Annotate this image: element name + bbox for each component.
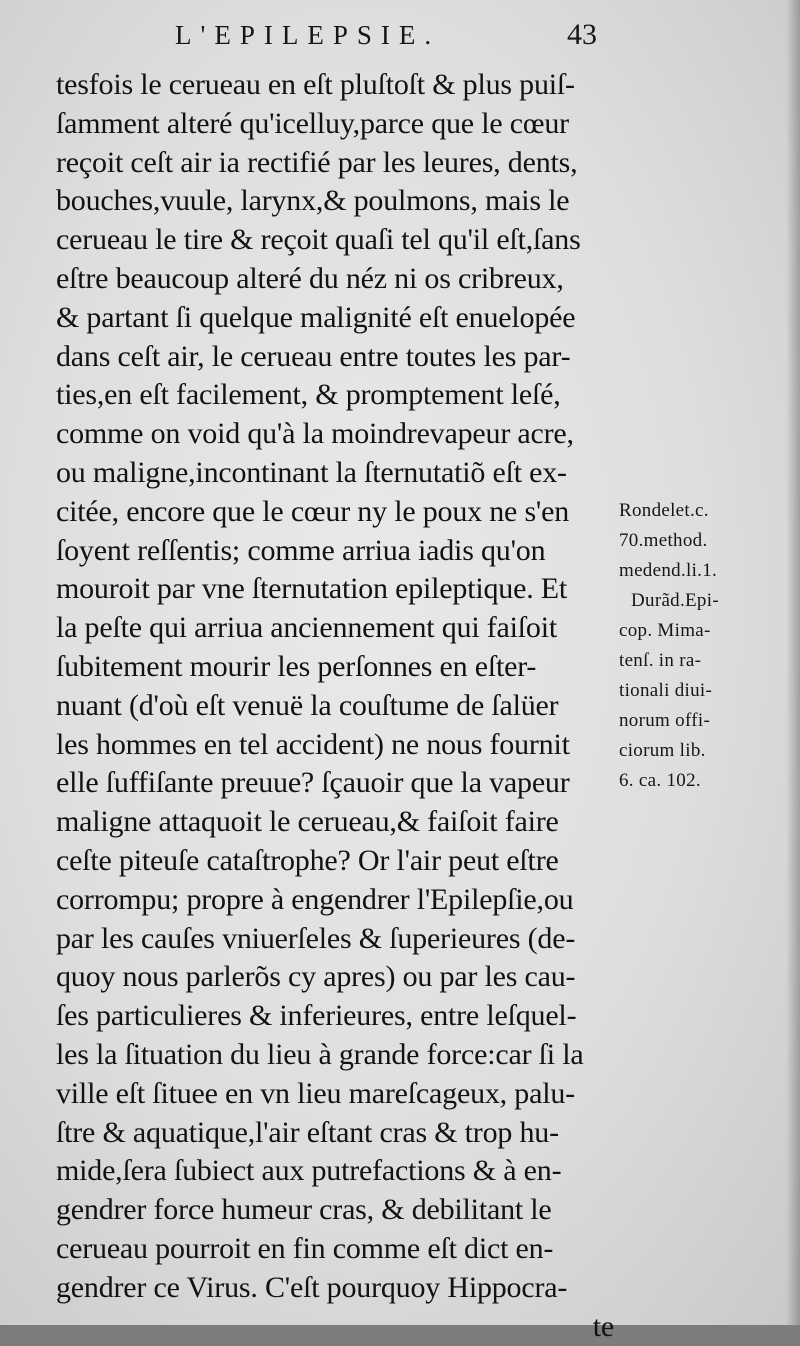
marginal-note-line: tionali diui- [619,676,795,706]
text-line: ville eſt ſituee en vn lieu mareſcageux, palu- [56,1075,616,1114]
text-line: & partant ſi quelque malignité eſt enuelopée [56,299,616,338]
marginal-note-line: Rondelet.c. [619,496,795,526]
text-line: ſoyent reſſentis; comme arriua iadis qu'on [56,532,616,571]
text-line: ſamment alteré qu'icelluy,parce que le cœur [56,105,616,144]
catchword: te [56,1308,616,1346]
marginal-note-line: 70.method. [619,526,795,556]
text-line: elle ſuffiſante preuue? ſçauoir que la vapeur [56,764,616,803]
marginal-note-line: Durãd.Epi- [619,586,795,616]
text-line: les hommes en tel accident) ne nous fournit [56,726,616,765]
text-line: ceſte piteuſe cataſtrophe? Or l'air peut eſtre [56,842,616,881]
text-line: quoy nous parlerõs cy apres) ou par les cau- [56,958,616,997]
text-line: maligne attaquoit le cerueau,& faiſoit faire [56,803,616,842]
marginal-note-line: norum offi- [619,706,795,736]
text-line: par les cauſes vniuerſeles & ſuperieures (de- [56,920,616,959]
text-line: bouches,vuule, larynx,& poulmons, mais le [56,182,616,221]
text-line: mouroit par vne ſternutation epileptique. Et [56,570,616,609]
text-line: ou maligne,incontinant la ſternutatiõ eſt ex- [56,454,616,493]
text-line: tesfois le cerueau en eſt pluſtoſt & plus puiſ- [56,66,616,105]
text-line: comme on void qu'à la moindrevapeur acre, [56,415,616,454]
marginal-note-line: ciorum lib. [619,736,795,766]
body-text [56,66,616,1346]
text-line: eſtre beaucoup alteré du néz ni os cribreux, [56,260,616,299]
text-line: les la ſituation du lieu à grande force:car ſi la [56,1036,616,1075]
text-line: ſes particulieres & inferieures, entre leſquel- [56,997,616,1036]
marginal-note-line: medend.li.1. [619,556,795,586]
text-line: ſtre & aquatique,l'air eſtant cras & trop hu- [56,1114,616,1153]
text-line: cerueau le tire & reçoit quaſi tel qu'il eſt,ſans [56,221,616,260]
running-head: L'EPILEPSIE. [175,20,440,51]
text-line: la peſte qui arriua anciennement qui faiſoit [56,609,616,648]
marginal-note-line: 6. ca. 102. [619,766,795,796]
text-line: ſubitement mourir les perſonnes en eſter- [56,648,616,687]
text-line: mide,ſera ſubiect aux putrefactions & à en- [56,1152,616,1191]
text-line: reçoit ceſt air ia rectifié par les leures, dents, [56,144,616,183]
text-line: gendrer ce Virus. C'eſt pourquoy Hippocra- [56,1269,616,1308]
marginal-note [619,496,795,796]
text-line: dans ceſt air, le cerueau entre toutes les par- [56,338,616,377]
marginal-note-line: tenſ. in ra- [619,646,795,676]
text-line: gendrer force humeur cras, & debilitant le [56,1191,616,1230]
page-number: 43 [567,18,597,52]
page-header [0,12,800,56]
text-line: cerueau pourroit en fin comme eſt dict en- [56,1230,616,1269]
text-line: nuant (d'où eſt venuë la couſtume de ſalüer [56,687,616,726]
text-line: citée, encore que le cœur ny le poux ne s'en [56,493,616,532]
marginal-note-line: cop. Mima- [619,616,795,646]
text-line: corrompu; propre à engendrer l'Epilepſie,ou [56,881,616,920]
text-line: ties,en eſt facilement, & promptement leſé, [56,376,616,415]
